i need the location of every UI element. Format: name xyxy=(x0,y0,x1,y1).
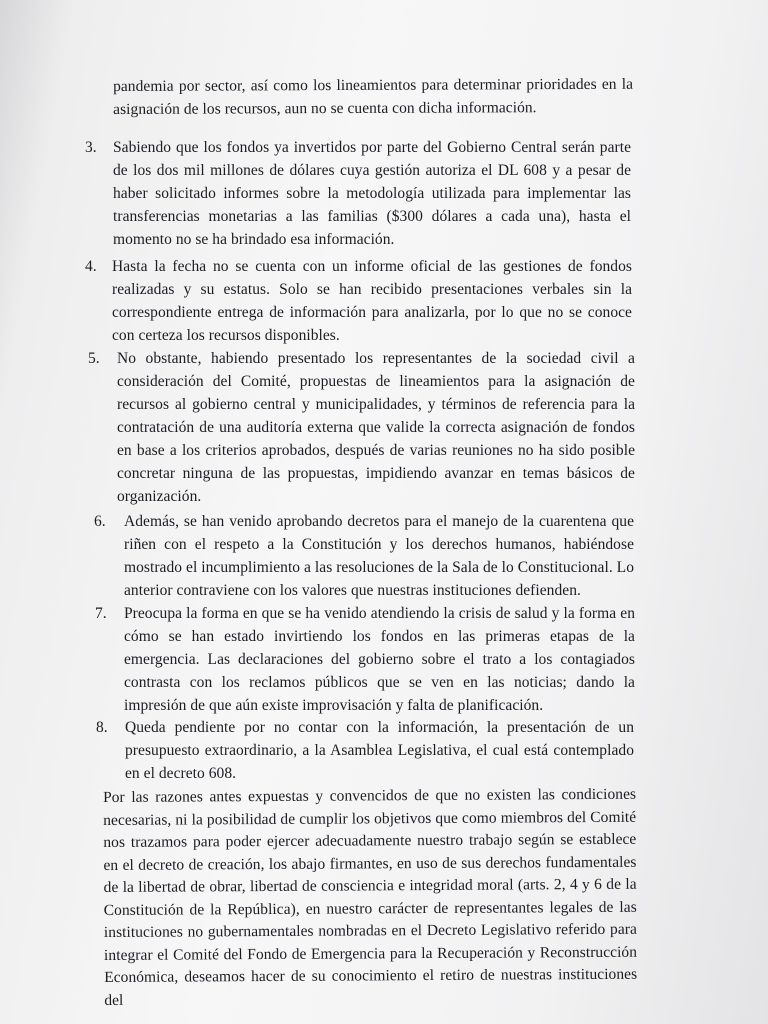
item-text: Hasta la fecha no se cuenta con un informe oficial de las gestiones de fondos realizadas y su estatus. Solo se han recibido presentaciones verbales sin la correspondiente entrega de información para analizarla, por lo que no se conoce con certeza los recursos disponibles. xyxy=(112,258,632,344)
item-number: 5. xyxy=(88,350,100,367)
list-item xyxy=(96,716,634,785)
item-number: 8. xyxy=(96,719,108,736)
closing-paragraph: Por las razones antes expuestas y convencidos de que no existen las condiciones necesarias, ni la posibilidad de cumplir los objetivos que como miembros del Comité nos trazamos para poder ejercer adecuadamente nuestro trabajo según se establece en el decreto de creación, los abajo firmantes, en uso de sus derechos fundamentales de la libertad de obrar, libertad de consciencia e integridad moral (arts. 2, 4 y 6 de la Constitución de la República), en nuestro carácter de representantes legales de las instituciones no gubernamentales nombradas en el Decreto Legislativo referido para integrar el Comité del Fondo de Emergencia para la Recuperación y Reconstrucción Económica, deseamos hacer de su conocimiento el retiro de nuestras instituciones del xyxy=(103,785,638,1009)
item-number: 7. xyxy=(95,605,107,622)
item-text: No obstante, habiendo presentado los representantes de la sociedad civil a consideración del Comité, propuestas de lineamientos para la asignación de recursos al gobierno central y municipalidades, y términos de referencia para la contratación de una auditoría externa que valide la correcta asignación de fondos en base a los criterios aprobados, después de varias reuniones no ha sido posible concretar ninguna de las propuestas, impidiendo avanzar en temas básicos de organización. xyxy=(117,350,635,505)
list-item xyxy=(95,602,635,717)
intro-paragraph: pandemia por sector, así como los lineamientos para determinar prioridades en la asignación de los recursos, aun no se cuenta con dicha información. xyxy=(113,75,634,118)
list-item xyxy=(85,255,632,347)
item-number: 6. xyxy=(94,513,106,530)
item-number: 4. xyxy=(85,258,97,275)
list-item xyxy=(94,510,634,602)
item-text: Queda pendiente por no contar con la información, la presentación de un presupuesto extraordinario, a la Asamblea Legislativa, el cual está contemplado en el decreto 608. xyxy=(125,719,634,782)
list-item xyxy=(88,347,635,508)
item-text: Preocupa la forma en que se ha venido atendiendo la crisis de salud y la forma en cómo se han estado invirtiendo los fondos en las primeras etapas de la emergencia. Las declaraciones del gobierno sobre el trato a los contagiados contrasta con los reclamos públicos que se ven en las noticias; dando la impresión de que aún existe improvisación y falta de planificación. xyxy=(124,605,635,714)
item-text: Sabiendo que los fondos ya invertidos por parte del Gobierno Central serán parte de los dos mil millones de dólares cuya gestión autoriza el DL 608 y a pesar de haber solicitado informes sobre la metodología utilizada para implementar las transferencias monetarias a las familias ($300 dólares a cada una), hasta el momento no se ha brindado esa información. xyxy=(113,139,631,248)
item-text: Además, se han venido aprobando decretos para el manejo de la cuarentena que riñen con el respeto a la Constitución y los derechos humanos, habiéndose mostrado el incumplimiento a las resoluciones de la Sala de lo Constitucional. Lo anterior contraviene con los valores que nuestras instituciones defienden. xyxy=(124,513,634,599)
list-item xyxy=(85,136,631,251)
item-number: 3. xyxy=(85,139,97,156)
